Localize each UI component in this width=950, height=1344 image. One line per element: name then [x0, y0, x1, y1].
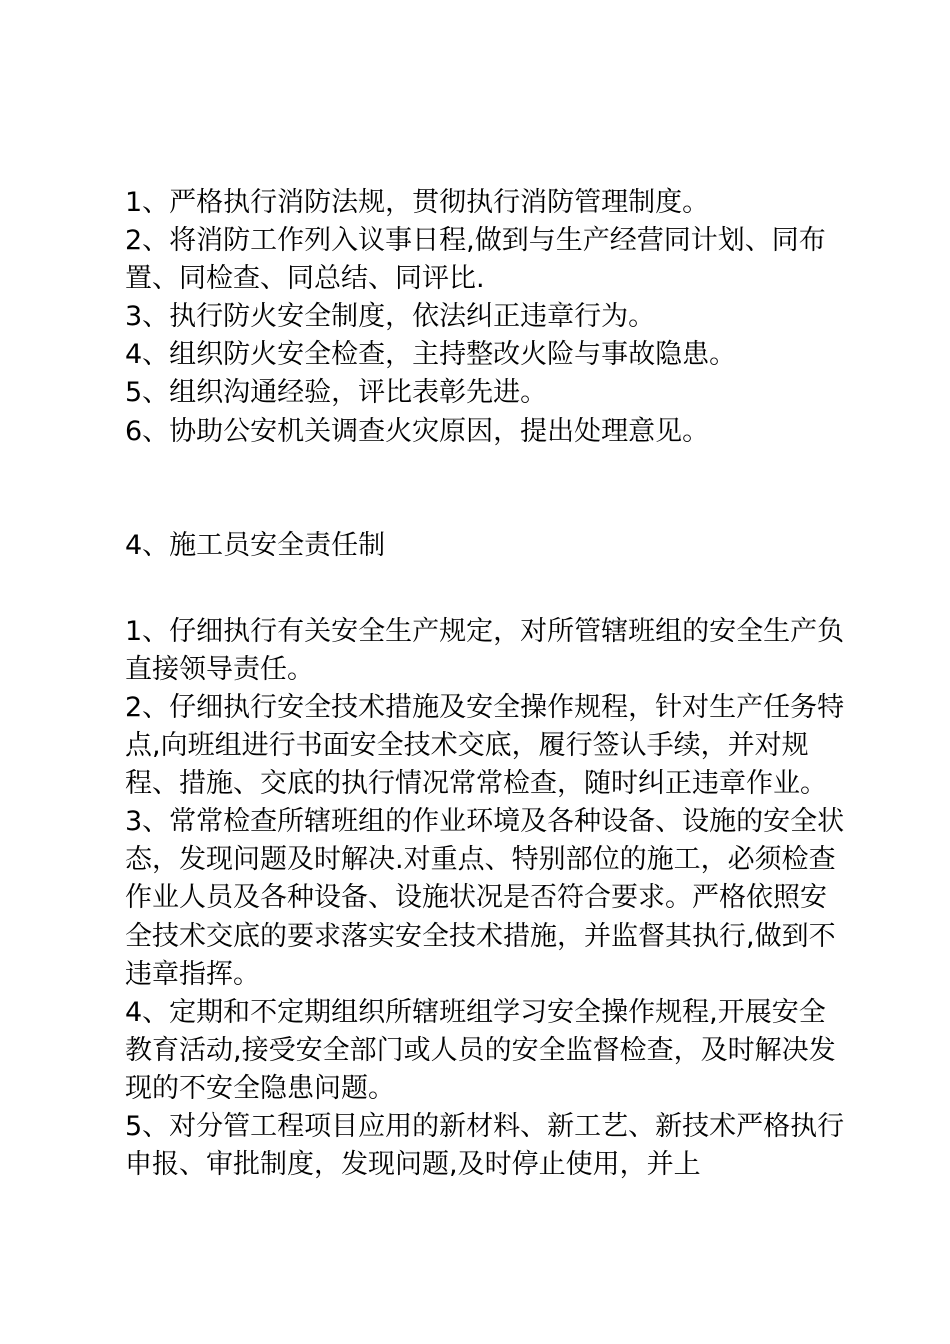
fire-duty-item-6: 6、协助公安机关调查火灾原因，提出处理意见。: [125, 415, 710, 447]
heading-spacer: [125, 565, 845, 613]
construction-duty-item-2: 2、仔细执行安全技术措施及安全操作规程，针对生产任务特点,向班组进行书面安全技术交底，履行签认手续，并对规程、措施、交底的执行情况常常检查，随时纠正违章作业。: [125, 691, 845, 800]
fire-duty-item-2: 2、将消防工作列入议事日程,做到与生产经营同计划、同布置、同检查、同总结、同评比.: [125, 225, 826, 295]
document-body: [125, 184, 845, 1184]
construction-duty-item-5: 5、对分管工程项目应用的新材料、新工艺、新技术严格执行申报、审批制度，发现问题,及时停止使用，并上: [125, 1110, 845, 1181]
fire-duty-item-5: 5、组织沟通经验，评比表彰先进。: [125, 377, 548, 409]
construction-duty-item-4: 4、定期和不定期组织所辖班组学习安全操作规程,开展安全教育活动,接受安全部门或人员的安全监督检查，及时解决发现的不安全隐患问题。: [125, 996, 836, 1104]
section-spacer: [125, 451, 845, 527]
construction-duty-item-3: 3、常常检查所辖班组的作业环境及各种设备、设施的安全状态，发现问题及时解决.对重点、特别部位的施工，必须检查作业人员及各种设备、设施状况是否符合要求。严格依照安全技术交底的要求落实安全技术措施，并监督其执行,做到不违章指挥。: [125, 806, 845, 990]
section-heading: 4、施工员安全责任制: [125, 529, 386, 561]
fire-duty-item-3: 3、执行防火安全制度，依法纠正违章行为。: [125, 301, 656, 333]
construction-duty-item-1: 1、仔细执行有关安全生产规定，对所管辖班组的安全生产负直接领导责任。: [125, 615, 845, 685]
fire-duty-item-1: 1、严格执行消防法规，贯彻执行消防管理制度。: [125, 187, 710, 218]
fire-duty-item-4: 4、组织防火安全检查，主持整改火险与事故隐患。: [125, 339, 737, 371]
